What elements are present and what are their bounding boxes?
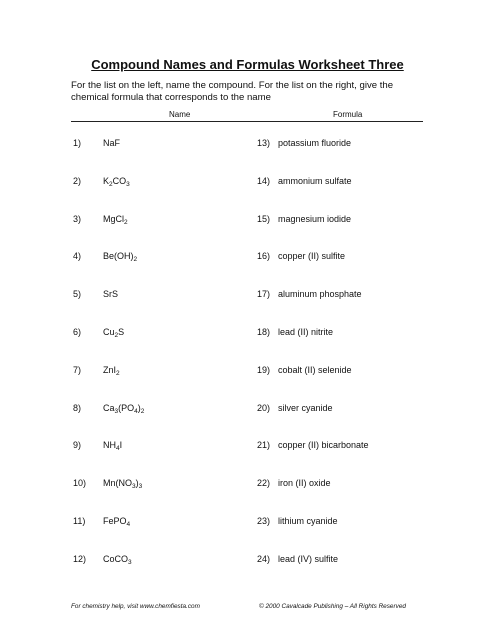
question-number: 6) [73,327,82,337]
formula-subscript: 2 [109,180,113,188]
compound-formula: MgCl$_2$ [103,213,128,226]
compound-name: lead (IV) sulfite [278,553,339,564]
question-number: 11) [73,516,86,526]
instructions [71,80,431,104]
compound-name: lead (II) nitrite [278,327,334,337]
question-number: 10) [73,478,87,489]
question-number: 18) [257,327,271,337]
compound-formula: $Mn(NO_3)_3$ [103,478,143,491]
question-number: 2) [73,175,82,186]
formula-subscript: 4 [134,407,138,415]
formula-subscript: 3 [128,558,132,566]
question-number: 16) [257,251,271,262]
compound-formula: $K_2CO_3$ [103,175,130,188]
question-number: 22) [257,478,271,489]
formula-subscript: 2 [114,332,119,339]
question-number: 8) [73,402,82,413]
formula-subscript: 2 [133,256,138,264]
compound-name: ammonium sulfate [278,175,352,186]
question-number: 24) [257,553,271,564]
compound-name: iron (II) oxide [278,478,331,489]
compound-formula: $NH_4I$ [103,440,123,453]
formula-subscript: 2 [124,218,128,226]
question-number: 14) [257,175,271,186]
compound-formula: $Cu_2S$ [103,327,125,339]
question-number: 1) [73,138,82,148]
compound-formula: ZnI$_2$ [103,364,120,377]
instructions-line-1: For the list on the left, name the compound. For the list on the right, give the [71,80,394,91]
compound-name: lithium cyanide [278,516,338,526]
footer-help-text: For chemistry help, visit www.chemfiesta.com [71,603,200,610]
formula-subscript: 3 [114,407,119,415]
instructions-line-2: chemical formula that corresponds to the name [71,92,271,103]
worksheet-title: Compound Names and Formulas Worksheet Three [91,57,404,72]
question-number: 5) [73,289,82,300]
compound-formula: CoCO$_3$ [103,553,132,566]
compound-formula: $Ca_3(PO_4)_2$ [103,402,145,415]
column-header-name: Name [169,110,191,119]
compound-formula: NaF [103,138,121,148]
question-number: 13) [257,138,271,148]
formula-subscript: 3 [126,180,130,188]
question-number: 23) [257,516,271,526]
compound-name: aluminum phosphate [278,289,362,300]
compound-formula: SrS [103,289,119,300]
formula-subscript: 3 [132,483,136,491]
compound-name: cobalt (II) selenide [278,364,352,375]
compound-name: copper (II) bicarbonate [278,440,369,451]
compound-formula: FePO$_4$ [103,516,131,528]
column-header-formula: Formula [333,110,363,119]
compound-name: potassium fluoride [278,138,352,148]
question-number: 15) [257,213,271,224]
question-number: 21) [257,440,271,451]
footer-copyright: © 2000 Cavalcade Publishing – All Rights Reserved [259,603,406,610]
question-number: 17) [257,289,271,300]
header-divider [71,121,423,122]
compound-name: silver cyanide [278,402,333,413]
formula-subscript: 3 [138,483,143,491]
question-number: 19) [257,364,271,375]
question-number: 9) [73,440,82,451]
formula-subscript: 4 [126,521,131,528]
question-number: 7) [73,364,82,375]
compound-name: copper (II) sulfite [278,251,346,262]
question-number: 4) [73,251,82,262]
formula-subscript: 4 [116,445,120,453]
question-number: 20) [257,402,271,413]
question-number: 12) [73,553,87,564]
formula-subscript: 2 [140,407,145,415]
compound-formula: $Be(OH)_2$ [103,251,138,264]
question-number: 3) [73,213,82,224]
compound-name: magnesium iodide [278,213,352,224]
formula-subscript: 2 [116,369,120,377]
